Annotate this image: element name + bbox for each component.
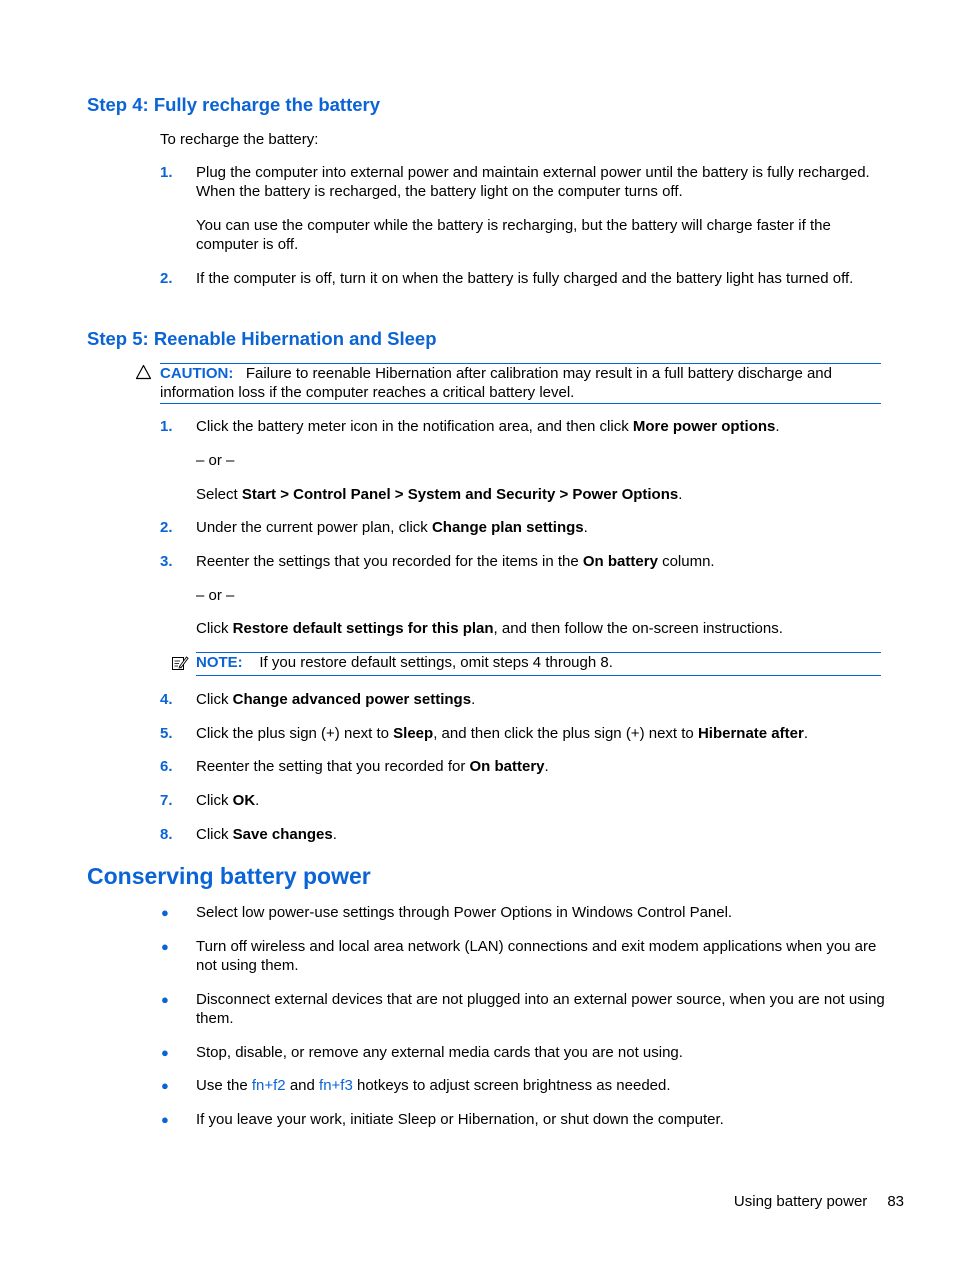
step5-item4-number: 4. <box>160 691 173 708</box>
step5-item6-text: Reenter the setting that you recorded for On battery. <box>196 758 549 775</box>
step5-select-path: Select Start > Control Panel > System and Security > Power Options. <box>196 486 683 503</box>
hotkey-link-fn-f2[interactable]: fn+f2 <box>251 1077 286 1094</box>
caution-message: Failure to reenable Hibernation after calibration may result in a full battery discharge and information loss if the computer reaches a critical battery level. <box>160 365 832 401</box>
bullet-dot: ● <box>161 1078 169 1093</box>
or-separator-2: – or – <box>196 587 235 604</box>
conserving-bullet-3: Disconnect external devices that are not plugged into an external power source, when you are not using them. <box>196 991 885 1027</box>
step4-item1-number: 1. <box>160 164 173 181</box>
step5-item3-number: 3. <box>160 553 173 570</box>
step4-intro: To recharge the battery: <box>160 131 319 148</box>
step4-item1-text: Plug the computer into external power and maintain external power until the battery is fully recharged. When the battery is recharged, the battery light on the computer turns off. <box>196 164 870 200</box>
conserving-bullet-4: Stop, disable, or remove any external media cards that you are not using. <box>196 1044 683 1061</box>
bullet-dot: ● <box>161 905 169 920</box>
footer-section-title: Using battery power <box>733 1193 868 1210</box>
step4-item1-subtext: You can use the computer while the battery is recharging, but the battery will charge faster if the computer is off. <box>196 217 831 253</box>
or-separator-1: – or – <box>196 452 235 469</box>
bullet-dot: ● <box>161 1045 169 1060</box>
step5-item8-text: Click Save changes. <box>196 826 337 843</box>
step5-item1-text: Click the battery meter icon in the notification area, and then click More power options. <box>196 418 780 435</box>
step5-item7-number: 7. <box>160 792 173 809</box>
step5-item5-number: 5. <box>160 725 173 742</box>
step5-item7-text: Click OK. <box>196 792 260 809</box>
step5-item1-number: 1. <box>160 418 173 435</box>
step5-item3-text: Reenter the settings that you recorded for the items in the On battery column. <box>196 553 715 570</box>
conserving-bullet-6: If you leave your work, initiate Sleep or Hibernation, or shut down the computer. <box>196 1111 724 1128</box>
step4-heading: Step 4: Fully recharge the battery <box>87 94 381 115</box>
step5-restore-text: Click Restore default settings for this plan, and then follow the on-screen instructions. <box>196 620 783 637</box>
step5-item2-number: 2. <box>160 519 173 536</box>
step5-item4-text: Click Change advanced power settings. <box>196 691 476 708</box>
step5-item8-number: 8. <box>160 826 173 843</box>
conserving-bullet-2: Turn off wireless and local area network (LAN) connections and exit modem applications when you are not using them. <box>196 938 877 974</box>
bullet-dot: ● <box>161 992 169 1007</box>
conserving-heading: Conserving battery power <box>87 863 371 889</box>
page-footer <box>734 1193 904 1210</box>
step5-item2-text: Under the current power plan, click Change plan settings. <box>196 519 588 536</box>
bullet-dot: ● <box>161 1112 169 1127</box>
conserving-bullet-1: Select low power-use settings through Power Options in Windows Control Panel. <box>196 904 733 921</box>
step5-item6-number: 6. <box>160 758 173 775</box>
step4-item2-number: 2. <box>160 270 173 287</box>
note-label: NOTE: <box>196 654 243 671</box>
page-number: 83 <box>887 1193 904 1210</box>
caution-label: CAUTION: <box>160 365 234 382</box>
bullet-dot: ● <box>161 939 169 954</box>
step5-item5-text: Click the plus sign (+) next to Sleep, and then click the plus sign (+) next to Hibernate after. <box>196 725 808 742</box>
step4-item2-text: If the computer is off, turn it on when the battery is fully charged and the battery light has turned off. <box>196 270 854 287</box>
conserving-bullet-5: Use the fn+f2 and fn+f3 hotkeys to adjust screen brightness as needed. <box>196 1077 671 1094</box>
note-message: If you restore default settings, omit steps 4 through 8. <box>259 654 613 671</box>
hotkey-link-fn-f3[interactable]: fn+f3 <box>319 1077 353 1094</box>
caution-text <box>160 364 885 402</box>
caution-triangle-icon <box>135 364 152 380</box>
note-text <box>196 653 613 672</box>
step5-heading: Step 5: Reenable Hibernation and Sleep <box>87 328 437 349</box>
note-pencil-icon <box>171 654 189 672</box>
